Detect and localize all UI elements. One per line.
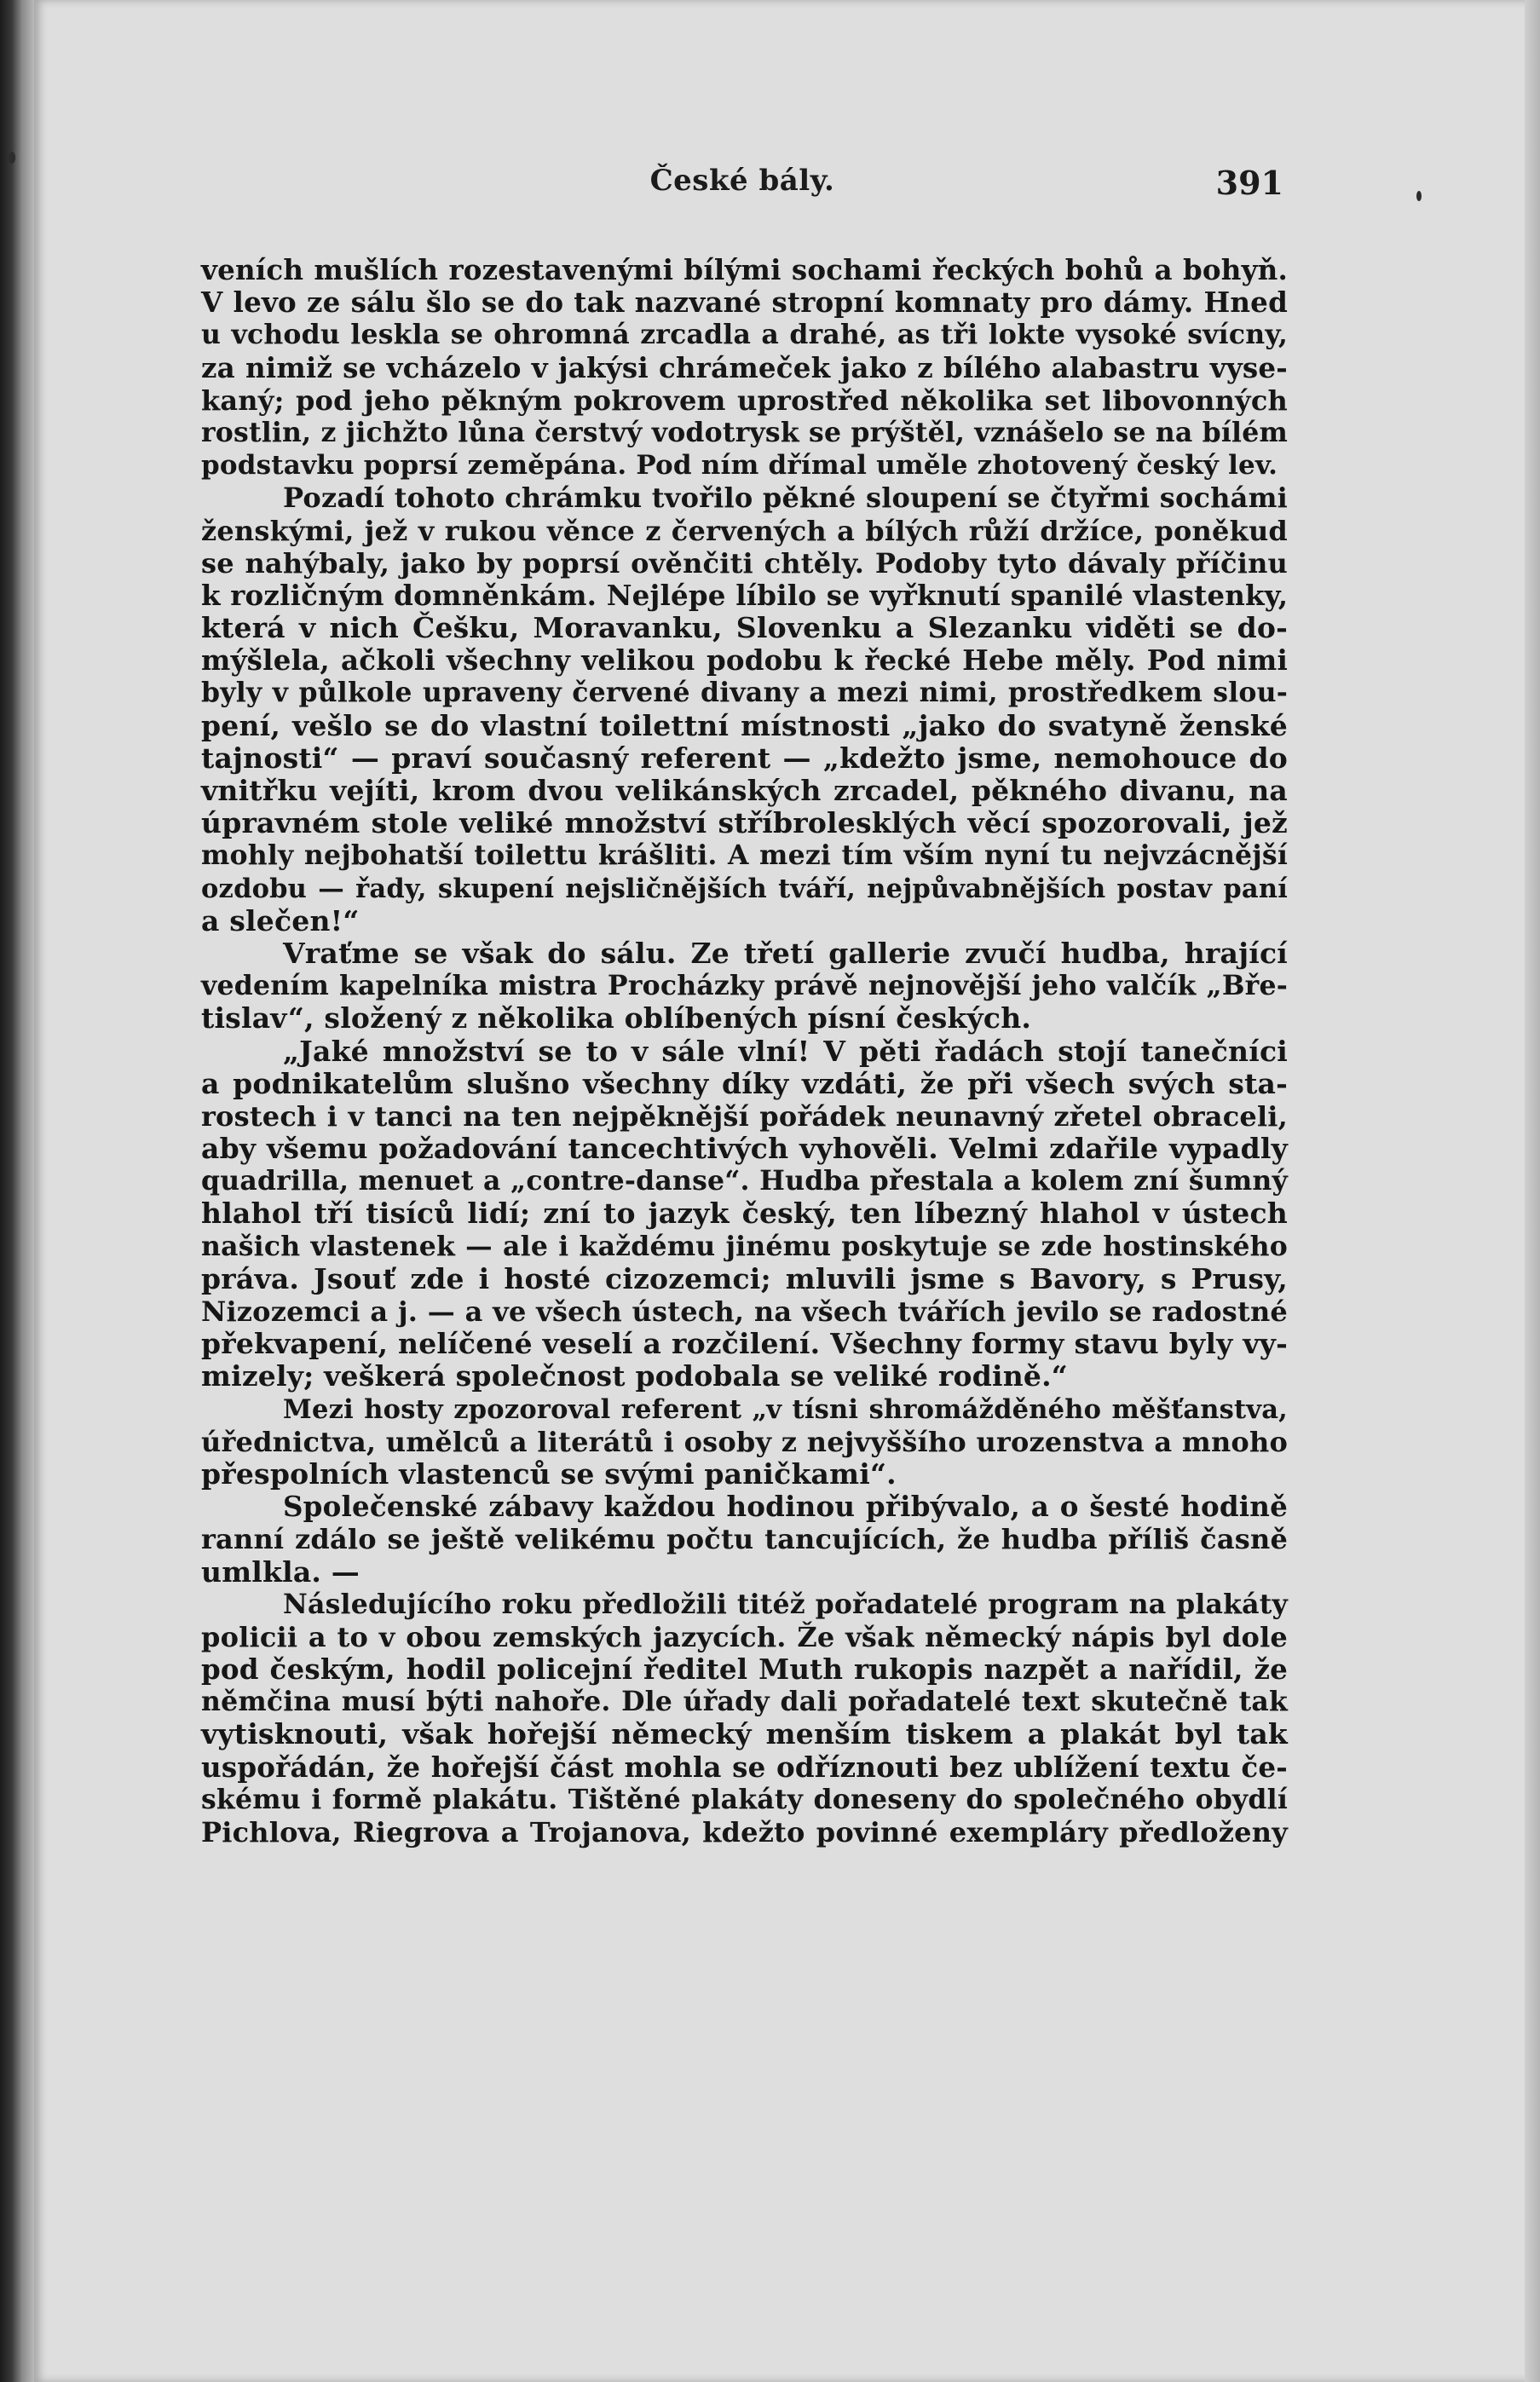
text-line: Mezi hosty zpozoroval referent „v tísni shromážděného měšťanstva,	[283, 1393, 1288, 1425]
text-line: našich vlastenek — ale i každému jinému poskytuje se zde hostinského	[201, 1230, 1288, 1262]
body-text	[201, 254, 1288, 1849]
text-line: vnitřku vejíti, krom dvou velikánských zrcadel, pěkného divanu, na	[201, 774, 1288, 807]
text-line: za nimiž se vcházelo v jakýsi chrámeček jako z bílého alabastru vyse-	[201, 350, 1288, 384]
page-edge	[1525, 0, 1540, 2382]
text-line: vedením kapelníka mistra Procházky právě nejnovější jeho valčík „Bře-	[201, 970, 1288, 1002]
text-line: práva. Jsouť zde i hosté cizozemci; mluvili jsme s Bavory, s Prusy,	[201, 1261, 1288, 1295]
text-line: a slečen!“	[201, 903, 360, 937]
text-line: skému i formě plakátu. Tištěné plakáty doneseny do společného obydlí	[201, 1783, 1288, 1815]
text-line: Následujícího roku předložili titéž pořadatelé program na plakáty	[283, 1588, 1288, 1620]
text-line: se nahýbaly, jako by poprsí ověnčiti chtěly. Podoby tyto dávaly příčinu	[201, 546, 1288, 580]
text-line: mizely; veškerá společnost podobala se veliké rodině.“	[201, 1359, 1068, 1393]
text-line: podstavku poprsí zeměpána. Pod ním dřímal uměle zhotovený český lev.	[201, 450, 1278, 482]
text-line: ženskými, jež v rukou věnce z červených a bílých růží držíce, poněkud	[201, 514, 1288, 547]
text-line: přespolních vlastenců se svými paničkami“.	[201, 1456, 897, 1491]
text-line: tajnosti“ — praví současný referent — „kdežto jsme, nemohouce do	[201, 741, 1288, 775]
text-line: rostech i v tanci na ten nejpěknější pořádek neunavný zřetel obraceli,	[201, 1099, 1288, 1133]
text-line: Vraťme se však do sálu. Ze třetí gallerie zvučí hudba, hrající	[283, 936, 1288, 970]
ink-speck	[9, 152, 15, 164]
text-line: Společenské zábavy každou hodinou přibývalo, a o šesté hodině	[283, 1490, 1288, 1524]
text-line: policii a to v obou zemských jazycích. Že však německý nápis byl dole	[201, 1620, 1288, 1653]
text-line: mohly nejbohatší toilettu krášliti. A mezi tím vším nyní tu nejvzácnější	[201, 839, 1288, 872]
text-line: úřednictva, umělců a literátů i osoby z nejvyššího urozenstva a mnoho	[201, 1425, 1288, 1458]
text-line: hlahol tří tisíců lidí; zní to jazyk český, ten líbezný hlahol v ústech	[201, 1197, 1288, 1231]
text-line: vytisknouti, však hořejší německý menším tiskem a plakát byl tak	[201, 1717, 1288, 1751]
text-line: quadrilla, menuet a „contre-danse“. Hudba přestala a kolem zní šumný	[201, 1165, 1288, 1197]
text-line: u vchodu leskla se ohromná zrcadla a drahé, as tři lokte vysoké svícny,	[201, 319, 1288, 351]
ink-speck	[1416, 191, 1422, 201]
text-line: kaný; pod jeho pěkným pokrovem uprostřed několika set libovonných	[201, 384, 1288, 417]
text-line: ozdobu — řady, skupení nejsličnějších tváří, nejpůvabnějších postav paní	[201, 873, 1288, 904]
running-title: České bály.	[649, 164, 835, 198]
text-line: překvapení, nelíčené veselí a rozčilení. Všechny formy stavu byly vy-	[201, 1327, 1288, 1361]
text-line: a podnikatelům slušno všechny díky vzdáti, že při všech svých sta-	[201, 1066, 1288, 1100]
text-line: Nizozemci a j. — a ve všech ústech, na všech tvářích jevilo se radostné	[201, 1295, 1288, 1328]
text-line: V levo ze sálu šlo se do tak nazvané stropní komnaty pro dámy. Hned	[201, 285, 1288, 320]
text-line: ranní zdálo se ještě velikému počtu tancujících, že hudba příliš časně	[201, 1523, 1288, 1556]
page-number: 391	[1215, 164, 1283, 202]
text-line: veních mušlích rozestavenými bílými sochami řeckých bohů a bohyň.	[201, 253, 1288, 286]
text-line: Pichlova, Riegrova a Trojanova, kdežto povinné exempláry předloženy	[201, 1816, 1288, 1849]
text-line: která v nich Češku, Moravanku, Slovenku a Slezanku viděti se do-	[201, 611, 1288, 645]
text-line: uspořádán, že hořejší část mohla se odříznouti bez ublížení textu če-	[201, 1750, 1288, 1784]
text-line: umlkla. —	[201, 1554, 360, 1589]
text-line: rostlin, z jichžto lůna čerstvý vodotrysk se prýštěl, vznášelo se na bílém	[201, 416, 1288, 448]
text-line: aby všemu požadování tancechtivých vyhověli. Velmi zdařile vypadly	[201, 1132, 1288, 1166]
text-line: tislav“, složený z několika oblíbených písní českých.	[201, 1001, 1032, 1035]
text-line: pení, vešlo se do vlastní toilettní místnosti „jako do svatyně ženské	[201, 708, 1288, 742]
text-line: Pozadí tohoto chrámku tvořilo pěkné sloupení se čtyřmi sochámi	[283, 482, 1288, 515]
text-line: mýšlela, ačkoli všechny velikou podobu k řecké Hebe měly. Pod nimi	[201, 643, 1288, 678]
page-header	[201, 164, 1283, 208]
text-line: úpravném stole veliké množství stříbrolesklých věcí spozorovali, jež	[201, 806, 1288, 840]
text-line: pod českým, hodil policejní ředitel Muth rukopis nazpět a nařídil, že	[201, 1652, 1288, 1687]
text-line: k rozličným domněnkám. Nejlépe líbilo se vyřknutí spanilé vlastenky,	[201, 578, 1289, 612]
text-line: „Jaké množství se to v sále vlní! V pěti řadách stojí tanečníci	[283, 1034, 1288, 1068]
text-line: byly v půlkole upraveny červené divany a mezi nimi, prostředkem slou-	[201, 677, 1288, 709]
text-line: němčina musí býti nahoře. Dle úřady dali pořadatelé text skutečně tak	[201, 1686, 1288, 1718]
